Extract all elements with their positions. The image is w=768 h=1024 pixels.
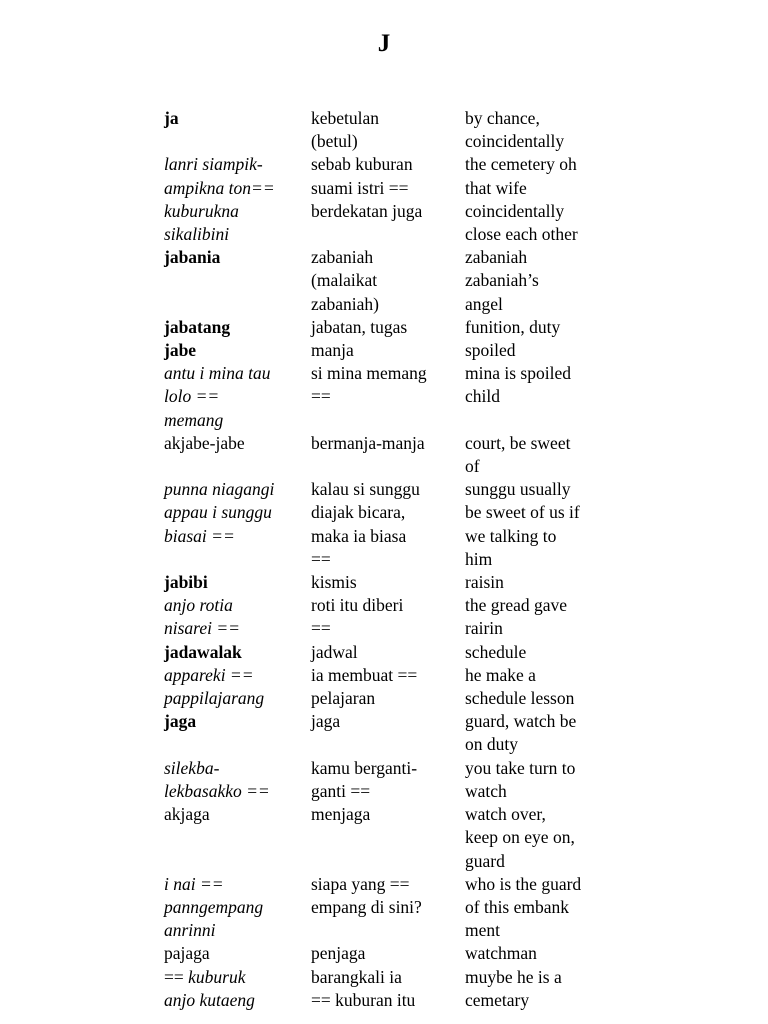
indonesian-translation: ia membuat == pelajaran bbox=[311, 664, 418, 709]
headword-text: silekba- lekbasakko == bbox=[164, 757, 270, 801]
indonesian-translation: jaga bbox=[311, 711, 341, 732]
english-translation: funition, duty bbox=[465, 316, 561, 337]
headword-text: akjaga bbox=[164, 804, 210, 825]
headword-text: pajaga bbox=[164, 943, 210, 964]
indonesian-translation: manja bbox=[311, 340, 354, 361]
headword-text: kuburuk anjo kutaeng bbox=[164, 966, 255, 1010]
headword bbox=[164, 432, 311, 478]
indonesian-translation: siapa yang == empang di sini? bbox=[311, 873, 422, 917]
headword-text: jabe bbox=[164, 340, 197, 361]
headword-text: akjabe-jabe bbox=[164, 432, 245, 453]
english-translation: you take turn to watch bbox=[465, 757, 576, 801]
indonesian-translation: kamu berganti- ganti == bbox=[311, 757, 418, 801]
indonesian-translation: jabatan, tugas bbox=[311, 316, 408, 337]
english-translation: guard, watch be on duty bbox=[465, 711, 577, 755]
example-sentence bbox=[164, 153, 311, 246]
english-translation: mina is spoiled child bbox=[465, 363, 571, 407]
example-sentence bbox=[164, 966, 311, 1012]
headword-text: punna niagangi appau i sunggu biasai == bbox=[164, 479, 275, 546]
example-sentence bbox=[164, 873, 311, 943]
dictionary-entry bbox=[164, 432, 614, 478]
dictionary-entry bbox=[164, 153, 614, 246]
headword bbox=[164, 339, 311, 362]
dictionary-entry bbox=[164, 478, 614, 571]
indonesian-translation: kebetulan (betul) bbox=[311, 108, 380, 152]
example-sentence bbox=[164, 478, 311, 571]
english-translation: by chance, coincidentally bbox=[465, 108, 565, 152]
dictionary-entry bbox=[164, 942, 614, 965]
dictionary-entry bbox=[164, 641, 614, 664]
english-translation: muybe he is a cemetary bbox=[465, 966, 562, 1010]
placeholder-prefix: == bbox=[164, 966, 189, 987]
indonesian-translation: zabaniah (malaikat zabaniah) bbox=[311, 247, 380, 314]
dictionary-entry bbox=[164, 594, 614, 640]
indonesian-translation: jadwal bbox=[311, 641, 358, 662]
headword-text: jabania bbox=[164, 247, 221, 268]
headword-text: jadawalak bbox=[164, 641, 242, 662]
indonesian-translation: penjaga bbox=[311, 943, 366, 964]
page-heading: J bbox=[377, 30, 391, 57]
english-translation: who is the guard of this embank ment bbox=[465, 873, 582, 941]
headword bbox=[164, 316, 311, 339]
dictionary-entry bbox=[164, 339, 614, 362]
english-translation: spoiled bbox=[465, 340, 516, 361]
indonesian-translation: bermanja-manja bbox=[311, 432, 425, 453]
headword-text: anjo rotia nisarei == bbox=[164, 595, 240, 639]
english-translation: zabaniah zabaniah’s angel bbox=[465, 247, 539, 314]
indonesian-translation: sebab kuburan suami istri == berdekatan juga bbox=[311, 154, 423, 221]
dictionary-entry bbox=[164, 803, 614, 873]
example-sentence bbox=[164, 594, 311, 640]
indonesian-translation: kalau si sunggu diajak bicara, maka ia biasa == bbox=[311, 479, 420, 569]
indonesian-translation: kismis bbox=[311, 572, 357, 593]
dictionary-entry bbox=[164, 571, 614, 594]
indonesian-translation: roti itu diberi == bbox=[311, 595, 404, 639]
dictionary-entry bbox=[164, 316, 614, 339]
english-translation: court, be sweet of bbox=[465, 432, 571, 477]
headword bbox=[164, 571, 311, 594]
headword-text: jabibi bbox=[164, 572, 208, 593]
example-sentence bbox=[164, 664, 311, 710]
headword-text: lanri siampik- ampikna ton== kuburukna sikalibini bbox=[164, 154, 275, 245]
example-sentence bbox=[164, 362, 311, 432]
dictionary-entries bbox=[164, 107, 614, 1012]
headword-text: antu i mina tau lolo == memang bbox=[164, 363, 271, 430]
headword-text: jabatang bbox=[164, 316, 231, 337]
english-translation: watch over, keep on eye on, guard bbox=[465, 804, 575, 871]
indonesian-translation: si mina memang == bbox=[311, 363, 427, 407]
indonesian-translation: barangkali ia == kuburan itu bbox=[311, 966, 416, 1010]
headword-text: appareki == pappilajarang bbox=[164, 664, 265, 709]
headword bbox=[164, 641, 311, 664]
english-translation: schedule bbox=[465, 641, 527, 662]
headword bbox=[164, 246, 311, 316]
example-sentence bbox=[164, 757, 311, 803]
headword bbox=[164, 803, 311, 873]
headword-text: ja bbox=[164, 108, 179, 128]
headword bbox=[164, 710, 311, 756]
headword bbox=[164, 107, 311, 153]
headword-text: jaga bbox=[164, 711, 197, 732]
english-translation: watchman bbox=[465, 943, 537, 964]
dictionary-entry bbox=[164, 246, 614, 316]
english-translation: the gread gave rairin bbox=[465, 595, 568, 639]
dictionary-entry bbox=[164, 873, 614, 943]
english-translation: he make a schedule lesson bbox=[465, 664, 575, 709]
dictionary-entry bbox=[164, 107, 614, 153]
dictionary-entry bbox=[164, 710, 614, 756]
headword-text: i nai == panngempang anrinni bbox=[164, 873, 264, 941]
dictionary-entry bbox=[164, 966, 614, 1012]
dictionary-entry bbox=[164, 664, 614, 710]
headword bbox=[164, 942, 311, 965]
dictionary-entry bbox=[164, 757, 614, 803]
english-translation: the cemetery oh that wife coincidentally close each other bbox=[465, 154, 578, 245]
indonesian-translation: menjaga bbox=[311, 804, 371, 825]
dictionary-entry bbox=[164, 362, 614, 432]
english-translation: sunggu usually be sweet of us if we talking to him bbox=[465, 479, 580, 569]
english-translation: raisin bbox=[465, 572, 504, 593]
